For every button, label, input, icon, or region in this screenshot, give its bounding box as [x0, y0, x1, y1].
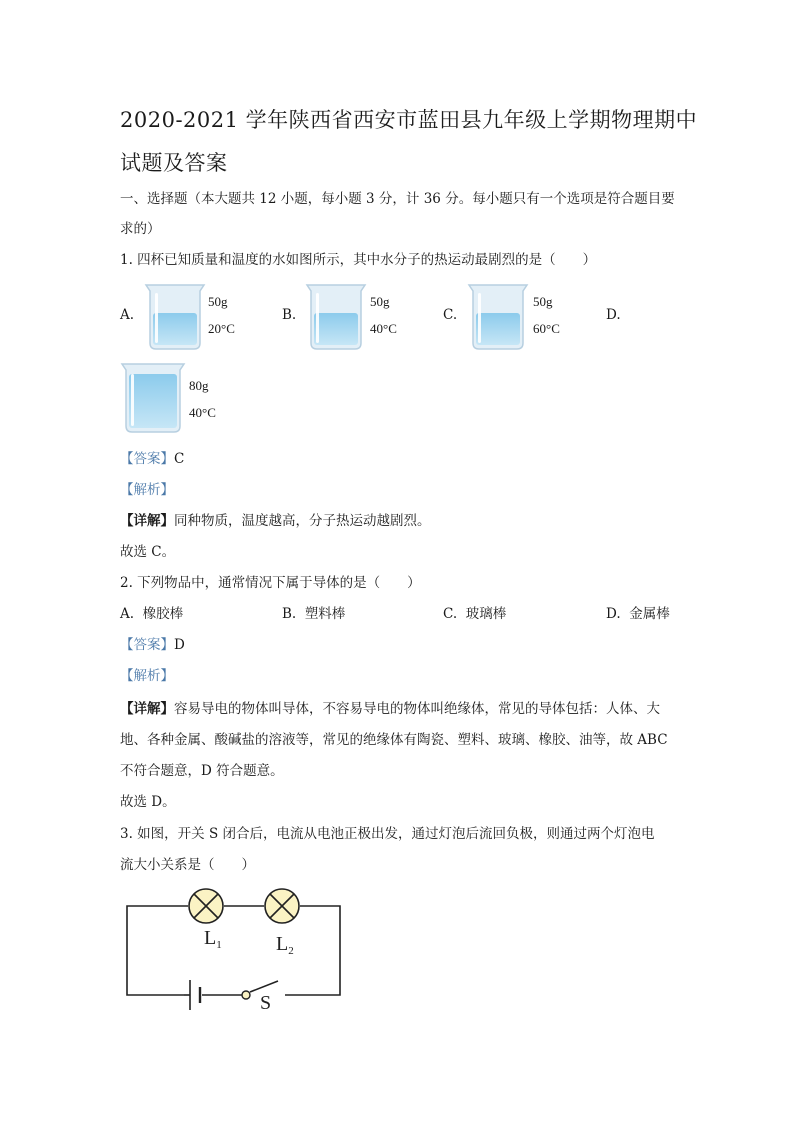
circuit-diagram	[120, 888, 360, 1013]
answer-tag: 【答案】	[120, 451, 174, 467]
q2-option-a-text: 橡胶棒	[142, 606, 184, 622]
q2-conclusion: 故选 D。	[120, 794, 176, 810]
q1-analysis-tag: 【解析】	[120, 482, 174, 498]
q2-option-b	[282, 602, 345, 622]
q1-option-d-temp: 40°C	[189, 405, 216, 420]
answer-tag: 【答案】	[120, 637, 174, 653]
battery-icon	[184, 980, 200, 1010]
lamp-l2-icon	[265, 889, 299, 923]
q1-detail-text: 同种物质，温度越高，分子热运动越剧烈。	[174, 513, 431, 529]
q2-detail-line3: 不符合题意，D 符合题意。	[120, 763, 284, 779]
q1-answer-row	[120, 447, 184, 467]
detail-tag: 【详解】	[120, 513, 174, 529]
document-title-line2: 试题及答案	[120, 151, 228, 175]
q2-stem: 2. 下列物品中，通常情况下属于导体的是（ ）	[120, 575, 421, 591]
q2-option-c-text: 玻璃棒	[465, 606, 507, 622]
section-header-line2: 求的）	[120, 221, 161, 237]
q3-stem-line2: 流大小关系是（ ）	[120, 857, 255, 873]
q2-option-d	[606, 602, 670, 622]
beaker-icon	[467, 283, 529, 351]
q2-detail-text: 容易导电的物体叫导体，不容易导电的物体叫绝缘体，常见的导体包括：人体、大	[174, 701, 660, 717]
q2-option-d-label: D.	[606, 606, 621, 622]
q2-option-b-label: B.	[282, 606, 297, 622]
q1-option-b-mass: 50g	[370, 294, 390, 309]
lamp-l2-label: $L_2$	[276, 933, 294, 957]
q1-option-b-label: B.	[282, 307, 297, 323]
q1-detail	[120, 509, 431, 529]
q3-stem-line1: 3. 如图，开关 S 闭合后，电流从电池正极出发，通过灯泡后流回负极，则通过两个灯泡电	[120, 826, 655, 842]
beaker-icon	[144, 283, 206, 351]
q1-option-c-label: C.	[443, 307, 458, 323]
q2-option-b-text: 塑料棒	[304, 606, 346, 622]
q2-analysis-tag: 【解析】	[120, 668, 174, 684]
q1-option-a-mass: 50g	[208, 294, 228, 309]
q2-detail-line1	[120, 697, 660, 717]
q1-stem: 1. 四杯已知质量和温度的水如图所示，其中水分子的热运动最剧烈的是（ ）	[120, 252, 597, 268]
q1-option-d-label: D.	[606, 307, 621, 323]
lamp-l1-icon	[189, 889, 223, 923]
q1-option-c-temp: 60°C	[533, 321, 560, 336]
beaker-icon	[120, 362, 186, 434]
switch-label: S	[260, 992, 272, 1013]
document-title-line1: 2020-2021 学年陕西省西安市蓝田县九年级上学期物理期中	[120, 108, 698, 132]
q2-answer-value: D	[174, 637, 185, 653]
q1-option-a-label: A.	[120, 307, 135, 323]
q1-option-d-mass: 80g	[189, 378, 209, 393]
q2-option-a-label: A.	[120, 606, 135, 622]
beaker-icon	[305, 283, 367, 351]
q2-option-c	[443, 602, 506, 622]
q2-detail-line2: 地、各种金属、酸碱盐的溶液等，常见的绝缘体有陶瓷、塑料、玻璃、橡胶、油等，故 ABC	[120, 732, 668, 748]
q1-option-c-mass: 50g	[533, 294, 553, 309]
q1-conclusion: 故选 C。	[120, 544, 176, 560]
lamp-l1-label: $L_1$	[204, 927, 222, 951]
q1-option-b-temp: 40°C	[370, 321, 397, 336]
section-header-line1: 一、选择题（本大题共 12 小题，每小题 3 分，计 36 分。每小题只有一个选项是符合题目要	[120, 191, 675, 207]
q2-answer-row	[120, 633, 185, 653]
q2-option-d-text: 金属棒	[629, 606, 670, 622]
q1-option-a-temp: 20°C	[208, 321, 235, 336]
q2-option-c-label: C.	[443, 606, 458, 622]
q2-option-a	[120, 602, 183, 622]
q1-answer-value: C	[174, 451, 185, 467]
detail-tag: 【详解】	[120, 701, 174, 717]
